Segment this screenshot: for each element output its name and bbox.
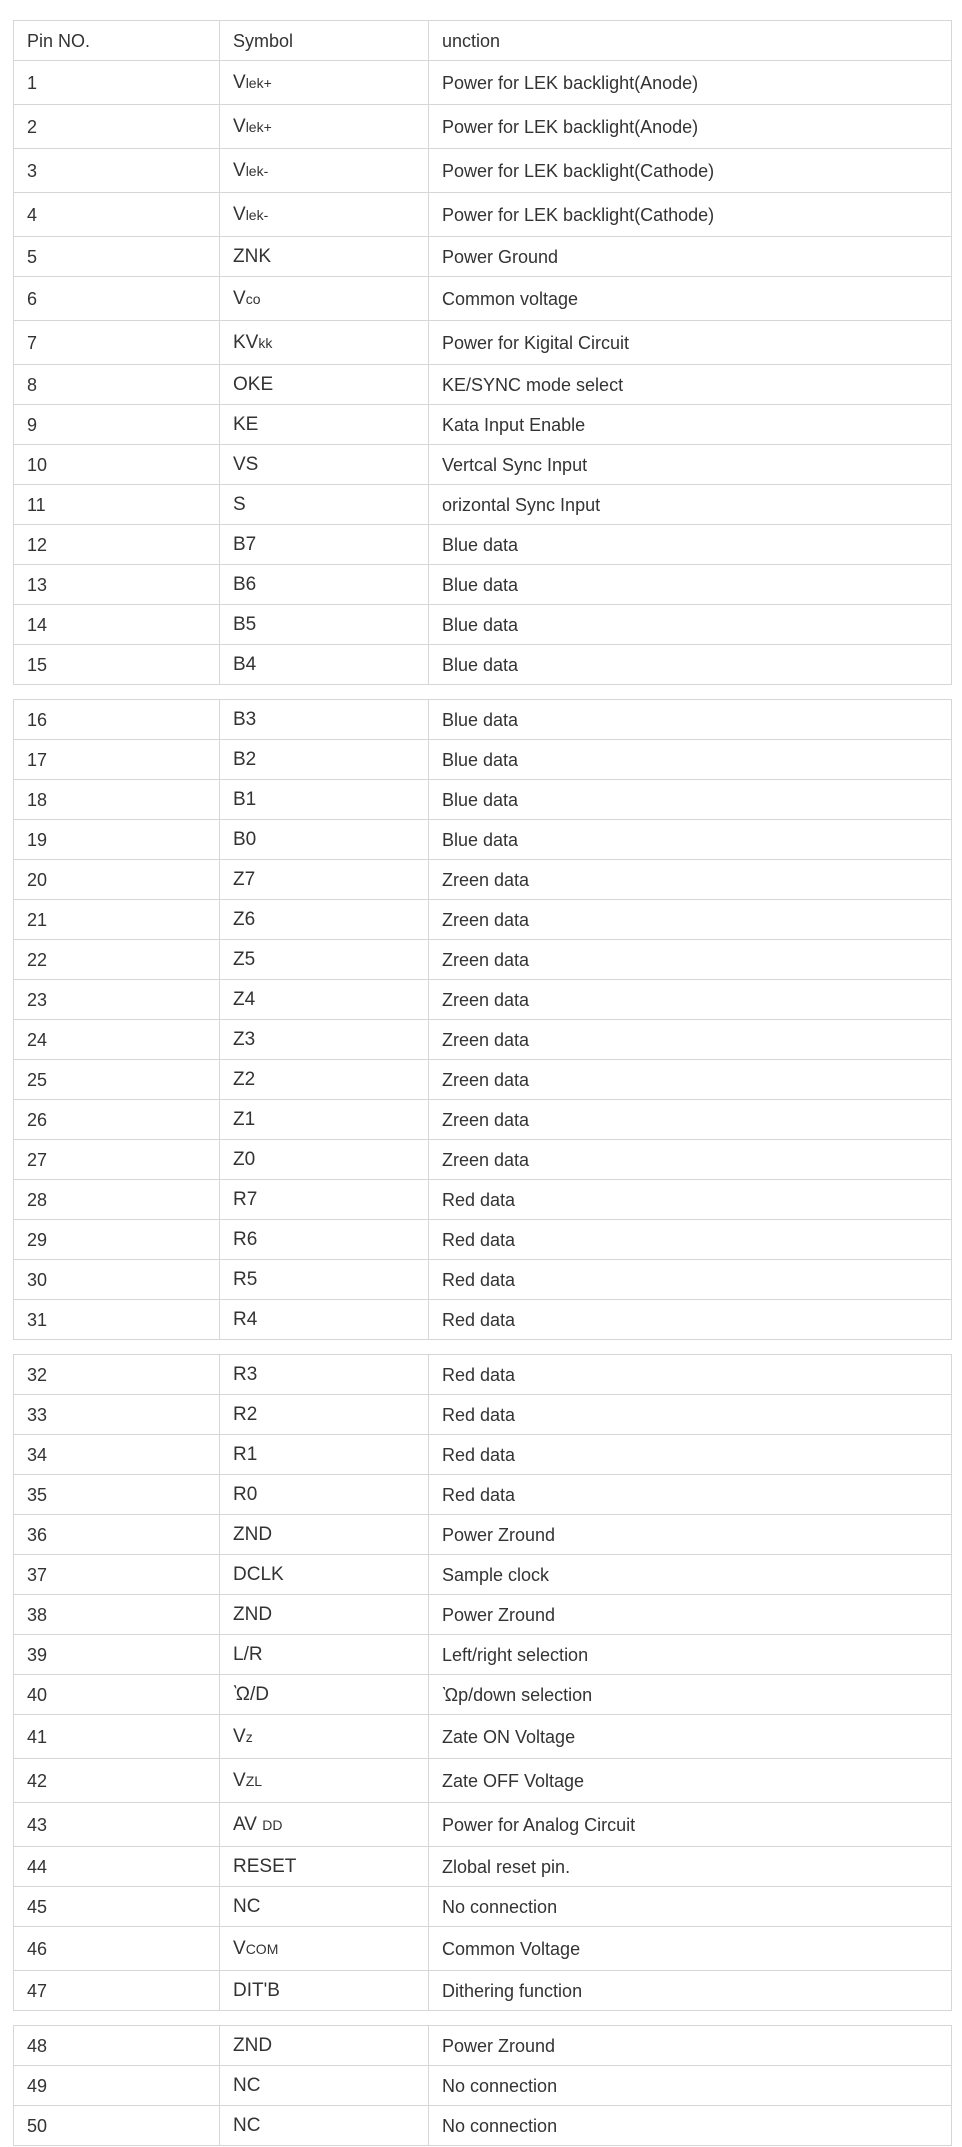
pin-row: [14, 1220, 952, 1260]
pin-function: Red data: [429, 1435, 952, 1475]
symbol-main: NC: [233, 2114, 261, 2136]
pin-symbol: [220, 1395, 429, 1435]
pin-number: 49: [14, 2066, 220, 2106]
pin-row: [14, 277, 952, 321]
pin-function: Zlobal reset pin.: [429, 1847, 952, 1887]
pin-symbol: [220, 1887, 429, 1927]
pin-row: [14, 2026, 952, 2066]
pin-symbol: [220, 1759, 429, 1803]
pin-function: Zate ON Voltage: [429, 1715, 952, 1759]
symbol-main: R5: [233, 1268, 258, 1290]
symbol-main: ZNK: [233, 245, 271, 267]
pin-number: 15: [14, 645, 220, 685]
pin-function: No connection: [429, 2066, 952, 2106]
pin-row: [14, 485, 952, 525]
symbol-main: Z1: [233, 1108, 256, 1130]
pin-function: Zreen data: [429, 1020, 952, 1060]
pin-symbol: [220, 321, 429, 365]
symbol-main: R6: [233, 1228, 258, 1250]
pin-row: [14, 61, 952, 105]
pin-function: Common voltage: [429, 277, 952, 321]
pin-function: Dithering function: [429, 1971, 952, 2011]
pin-row: [14, 1847, 952, 1887]
pin-row: [14, 2066, 952, 2106]
pin-row: [14, 1759, 952, 1803]
pin-function: Power Zround: [429, 2026, 952, 2066]
pin-number: 23: [14, 980, 220, 1020]
symbol-subscript: ZL: [245, 1772, 263, 1789]
table-gap: [13, 2011, 951, 2025]
pin-function: Power Zround: [429, 1515, 952, 1555]
pin-function: Zate OFF Voltage: [429, 1759, 952, 1803]
pin-symbol: [220, 1100, 429, 1140]
pin-function: Blue data: [429, 700, 952, 740]
pin-function: Red data: [429, 1300, 952, 1340]
pin-function: Ὼp/down selection: [429, 1675, 952, 1715]
pin-function: Power for LEK backlight(Cathode): [429, 149, 952, 193]
pin-number: 1: [14, 61, 220, 105]
symbol-main: B5: [233, 613, 257, 635]
pin-row: [14, 1060, 952, 1100]
pin-number: 11: [14, 485, 220, 525]
pin-symbol: [220, 1180, 429, 1220]
pin-function: Blue data: [429, 645, 952, 685]
pin-symbol: [220, 193, 429, 237]
pin-row: [14, 445, 952, 485]
pin-row: [14, 149, 952, 193]
pin-number: 32: [14, 1355, 220, 1395]
pin-row: [14, 1300, 952, 1340]
table-gap: [13, 1340, 951, 1354]
pin-row: [14, 1595, 952, 1635]
pin-symbol: [220, 980, 429, 1020]
symbol-main: OKE: [233, 373, 274, 395]
symbol-main: B3: [233, 708, 257, 730]
pin-number: 24: [14, 1020, 220, 1060]
pin-row: [14, 193, 952, 237]
symbol-subscript: lek-: [245, 206, 269, 223]
pin-symbol: [220, 605, 429, 645]
pin-function: Red data: [429, 1355, 952, 1395]
pin-number: 21: [14, 900, 220, 940]
pin-symbol: [220, 277, 429, 321]
symbol-main: Z6: [233, 908, 256, 930]
pin-number: 25: [14, 1060, 220, 1100]
pin-function: Blue data: [429, 565, 952, 605]
pin-symbol: [220, 149, 429, 193]
pin-row: [14, 1435, 952, 1475]
pin-number: 12: [14, 525, 220, 565]
pin-number: 50: [14, 2106, 220, 2146]
pin-symbol: [220, 1220, 429, 1260]
pin-row: [14, 1020, 952, 1060]
pin-symbol: [220, 700, 429, 740]
pin-function: Red data: [429, 1260, 952, 1300]
pin-function: Power Ground: [429, 237, 952, 277]
pin-symbol: [220, 860, 429, 900]
symbol-main: R2: [233, 1403, 258, 1425]
pin-symbol: [220, 565, 429, 605]
symbol-main: DCLK: [233, 1563, 284, 1585]
pin-function: Zreen data: [429, 900, 952, 940]
symbol-subscript: COM: [245, 1940, 279, 1957]
symbol-main: R0: [233, 1483, 258, 1505]
pin-function: Vertcal Sync Input: [429, 445, 952, 485]
pin-symbol: [220, 1675, 429, 1715]
pin-number: 19: [14, 820, 220, 860]
pin-function: Left/right selection: [429, 1635, 952, 1675]
symbol-main: R1: [233, 1443, 258, 1465]
pin-symbol: [220, 1020, 429, 1060]
symbol-subscript: co: [245, 290, 261, 307]
pin-row: [14, 405, 952, 445]
pin-number: 17: [14, 740, 220, 780]
pin-function: No connection: [429, 2106, 952, 2146]
pin-row: [14, 645, 952, 685]
pin-number: 20: [14, 860, 220, 900]
symbol-main: B0: [233, 828, 257, 850]
pin-function: orizontal Sync Input: [429, 485, 952, 525]
pin-symbol: [220, 1060, 429, 1100]
pin-symbol: [220, 1635, 429, 1675]
pin-row: [14, 1100, 952, 1140]
pin-symbol: [220, 445, 429, 485]
symbol-main: V: [233, 203, 246, 225]
header-function: unction: [429, 21, 952, 61]
symbol-main: R3: [233, 1363, 258, 1385]
symbol-main: Z2: [233, 1068, 256, 1090]
pin-function: Sample clock: [429, 1555, 952, 1595]
pin-number: 4: [14, 193, 220, 237]
pin-function: Common Voltage: [429, 1927, 952, 1971]
pin-symbol: [220, 1555, 429, 1595]
symbol-main: NC: [233, 1895, 261, 1917]
pin-symbol: [220, 365, 429, 405]
pin-row: [14, 980, 952, 1020]
pin-row: [14, 860, 952, 900]
pin-function: Zreen data: [429, 1060, 952, 1100]
pin-row: [14, 321, 952, 365]
symbol-main: ZND: [233, 2034, 273, 2056]
pin-number: 37: [14, 1555, 220, 1595]
symbol-subscript: kk: [258, 334, 273, 351]
pin-number: 34: [14, 1435, 220, 1475]
pin-number: 39: [14, 1635, 220, 1675]
symbol-main: B6: [233, 573, 257, 595]
symbol-main: ZND: [233, 1523, 273, 1545]
symbol-main: Z5: [233, 948, 256, 970]
pin-number: 38: [14, 1595, 220, 1635]
pin-function: Blue data: [429, 740, 952, 780]
pin-symbol: [220, 1355, 429, 1395]
pin-function: Power for LEK backlight(Anode): [429, 105, 952, 149]
pin-function: Red data: [429, 1395, 952, 1435]
symbol-main: Ὼ/D: [233, 1683, 269, 1705]
pin-function: Power for LEK backlight(Cathode): [429, 193, 952, 237]
pin-function: Red data: [429, 1475, 952, 1515]
pin-symbol: [220, 2066, 429, 2106]
symbol-main: RESET: [233, 1855, 297, 1877]
symbol-main: Z3: [233, 1028, 256, 1050]
pin-symbol: [220, 1475, 429, 1515]
symbol-main: ZND: [233, 1603, 273, 1625]
symbol-main: B7: [233, 533, 257, 555]
pin-row: [14, 740, 952, 780]
pin-row: [14, 365, 952, 405]
pin-row: [14, 780, 952, 820]
symbol-main: VS: [233, 453, 259, 475]
pin-row: [14, 1355, 952, 1395]
pin-symbol: [220, 2106, 429, 2146]
pin-symbol: [220, 1847, 429, 1887]
pin-number: 45: [14, 1887, 220, 1927]
pin-symbol: [220, 405, 429, 445]
pin-number: 28: [14, 1180, 220, 1220]
pin-number: 5: [14, 237, 220, 277]
symbol-main: Z0: [233, 1148, 256, 1170]
pin-symbol: [220, 780, 429, 820]
pin-row: [14, 700, 952, 740]
pin-function: Red data: [429, 1220, 952, 1260]
symbol-subscript: DD: [262, 1816, 283, 1833]
pin-row: [14, 237, 952, 277]
pin-symbol: [220, 1803, 429, 1847]
symbol-main: Z7: [233, 868, 256, 890]
pin-row: [14, 1675, 952, 1715]
symbol-main: V: [233, 71, 246, 93]
pin-number: 47: [14, 1971, 220, 2011]
symbol-subscript: lek+: [245, 118, 272, 135]
pin-row: [14, 1635, 952, 1675]
pin-row: [14, 2106, 952, 2146]
header-row: [14, 21, 952, 61]
pin-number: 13: [14, 565, 220, 605]
pin-symbol: [220, 237, 429, 277]
pin-function: Power Zround: [429, 1595, 952, 1635]
pin-number: 42: [14, 1759, 220, 1803]
pin-row: [14, 1971, 952, 2011]
pin-number: 6: [14, 277, 220, 321]
pin-number: 40: [14, 1675, 220, 1715]
pin-row: [14, 605, 952, 645]
pin-row: [14, 1180, 952, 1220]
pin-number: 27: [14, 1140, 220, 1180]
pin-symbol: [220, 485, 429, 525]
pin-symbol: [220, 645, 429, 685]
pin-function: Zreen data: [429, 860, 952, 900]
pin-row: [14, 1260, 952, 1300]
pin-function: Blue data: [429, 525, 952, 565]
pin-row: [14, 565, 952, 605]
pin-number: 33: [14, 1395, 220, 1435]
pin-function: Red data: [429, 1180, 952, 1220]
pin-symbol: [220, 1300, 429, 1340]
pin-symbol: [220, 1260, 429, 1300]
pin-row: [14, 105, 952, 149]
symbol-main: L/R: [233, 1643, 263, 1665]
pin-table-part-1: [13, 20, 952, 685]
pin-number: 14: [14, 605, 220, 645]
symbol-main: AV: [233, 1813, 263, 1835]
pin-row: [14, 1395, 952, 1435]
pin-table-sheet: [13, 0, 951, 2146]
pin-row: [14, 820, 952, 860]
pin-row: [14, 1475, 952, 1515]
pin-row: [14, 940, 952, 980]
pin-number: 30: [14, 1260, 220, 1300]
pin-row: [14, 1515, 952, 1555]
pin-number: 7: [14, 321, 220, 365]
pin-function: No connection: [429, 1887, 952, 1927]
pin-symbol: [220, 105, 429, 149]
pin-symbol: [220, 740, 429, 780]
pin-symbol: [220, 1971, 429, 2011]
symbol-main: V: [233, 1725, 246, 1747]
pin-row: [14, 525, 952, 565]
pin-function: Power for Analog Circuit: [429, 1803, 952, 1847]
pin-function: KE/SYNC mode select: [429, 365, 952, 405]
pin-function: Blue data: [429, 820, 952, 860]
pin-number: 18: [14, 780, 220, 820]
symbol-subscript: lek+: [245, 74, 272, 91]
pin-symbol: [220, 1515, 429, 1555]
pin-symbol: [220, 820, 429, 860]
pin-symbol: [220, 940, 429, 980]
symbol-main: V: [233, 1937, 246, 1959]
pin-symbol: [220, 525, 429, 565]
symbol-main: S: [233, 493, 246, 515]
pin-row: [14, 1555, 952, 1595]
symbol-main: DIT'B: [233, 1979, 280, 2001]
symbol-main: R7: [233, 1188, 258, 1210]
pin-table-part-4: [13, 2025, 952, 2146]
pin-symbol: [220, 1715, 429, 1759]
pin-number: 22: [14, 940, 220, 980]
pin-symbol: [220, 1595, 429, 1635]
pin-table-part-2: [13, 699, 952, 1340]
pin-symbol: [220, 1140, 429, 1180]
pin-function: Kata Input Enable: [429, 405, 952, 445]
pin-number: 2: [14, 105, 220, 149]
pin-number: 16: [14, 700, 220, 740]
symbol-main: V: [233, 287, 246, 309]
symbol-subscript: lek-: [245, 162, 269, 179]
header-pin: Pin NO.: [14, 21, 220, 61]
pin-number: 41: [14, 1715, 220, 1759]
pin-symbol: [220, 61, 429, 105]
pin-symbol: [220, 1435, 429, 1475]
pin-number: 43: [14, 1803, 220, 1847]
pin-row: [14, 1803, 952, 1847]
symbol-main: B1: [233, 788, 257, 810]
pin-function: Zreen data: [429, 980, 952, 1020]
symbol-main: KV: [233, 331, 259, 353]
pin-number: 3: [14, 149, 220, 193]
pin-number: 26: [14, 1100, 220, 1140]
pin-symbol: [220, 2026, 429, 2066]
symbol-main: V: [233, 115, 246, 137]
pin-number: 44: [14, 1847, 220, 1887]
symbol-main: Z4: [233, 988, 256, 1010]
symbol-main: NC: [233, 2074, 261, 2096]
symbol-main: V: [233, 159, 246, 181]
symbol-subscript: z: [245, 1728, 253, 1745]
pin-function: Blue data: [429, 780, 952, 820]
pin-symbol: [220, 900, 429, 940]
pin-row: [14, 1887, 952, 1927]
pin-number: 29: [14, 1220, 220, 1260]
pin-number: 48: [14, 2026, 220, 2066]
pin-function: Zreen data: [429, 940, 952, 980]
pin-row: [14, 900, 952, 940]
pin-number: 46: [14, 1927, 220, 1971]
pin-function: Power for LEK backlight(Anode): [429, 61, 952, 105]
table-gap: [13, 685, 951, 699]
pin-row: [14, 1927, 952, 1971]
pin-function: Zreen data: [429, 1140, 952, 1180]
pin-number: 8: [14, 365, 220, 405]
pin-row: [14, 1140, 952, 1180]
pin-symbol: [220, 1927, 429, 1971]
pin-function: Blue data: [429, 605, 952, 645]
pin-function: Power for Kigital Circuit: [429, 321, 952, 365]
symbol-main: B2: [233, 748, 257, 770]
symbol-main: V: [233, 1769, 246, 1791]
pin-number: 36: [14, 1515, 220, 1555]
pin-number: 9: [14, 405, 220, 445]
pin-function: Zreen data: [429, 1100, 952, 1140]
pin-number: 31: [14, 1300, 220, 1340]
symbol-main: B4: [233, 653, 257, 675]
pin-number: 35: [14, 1475, 220, 1515]
pin-row: [14, 1715, 952, 1759]
pin-table-part-3: [13, 1354, 952, 2011]
header-symbol: Symbol: [220, 21, 429, 61]
pin-number: 10: [14, 445, 220, 485]
symbol-main: R4: [233, 1308, 258, 1330]
symbol-main: KE: [233, 413, 259, 435]
